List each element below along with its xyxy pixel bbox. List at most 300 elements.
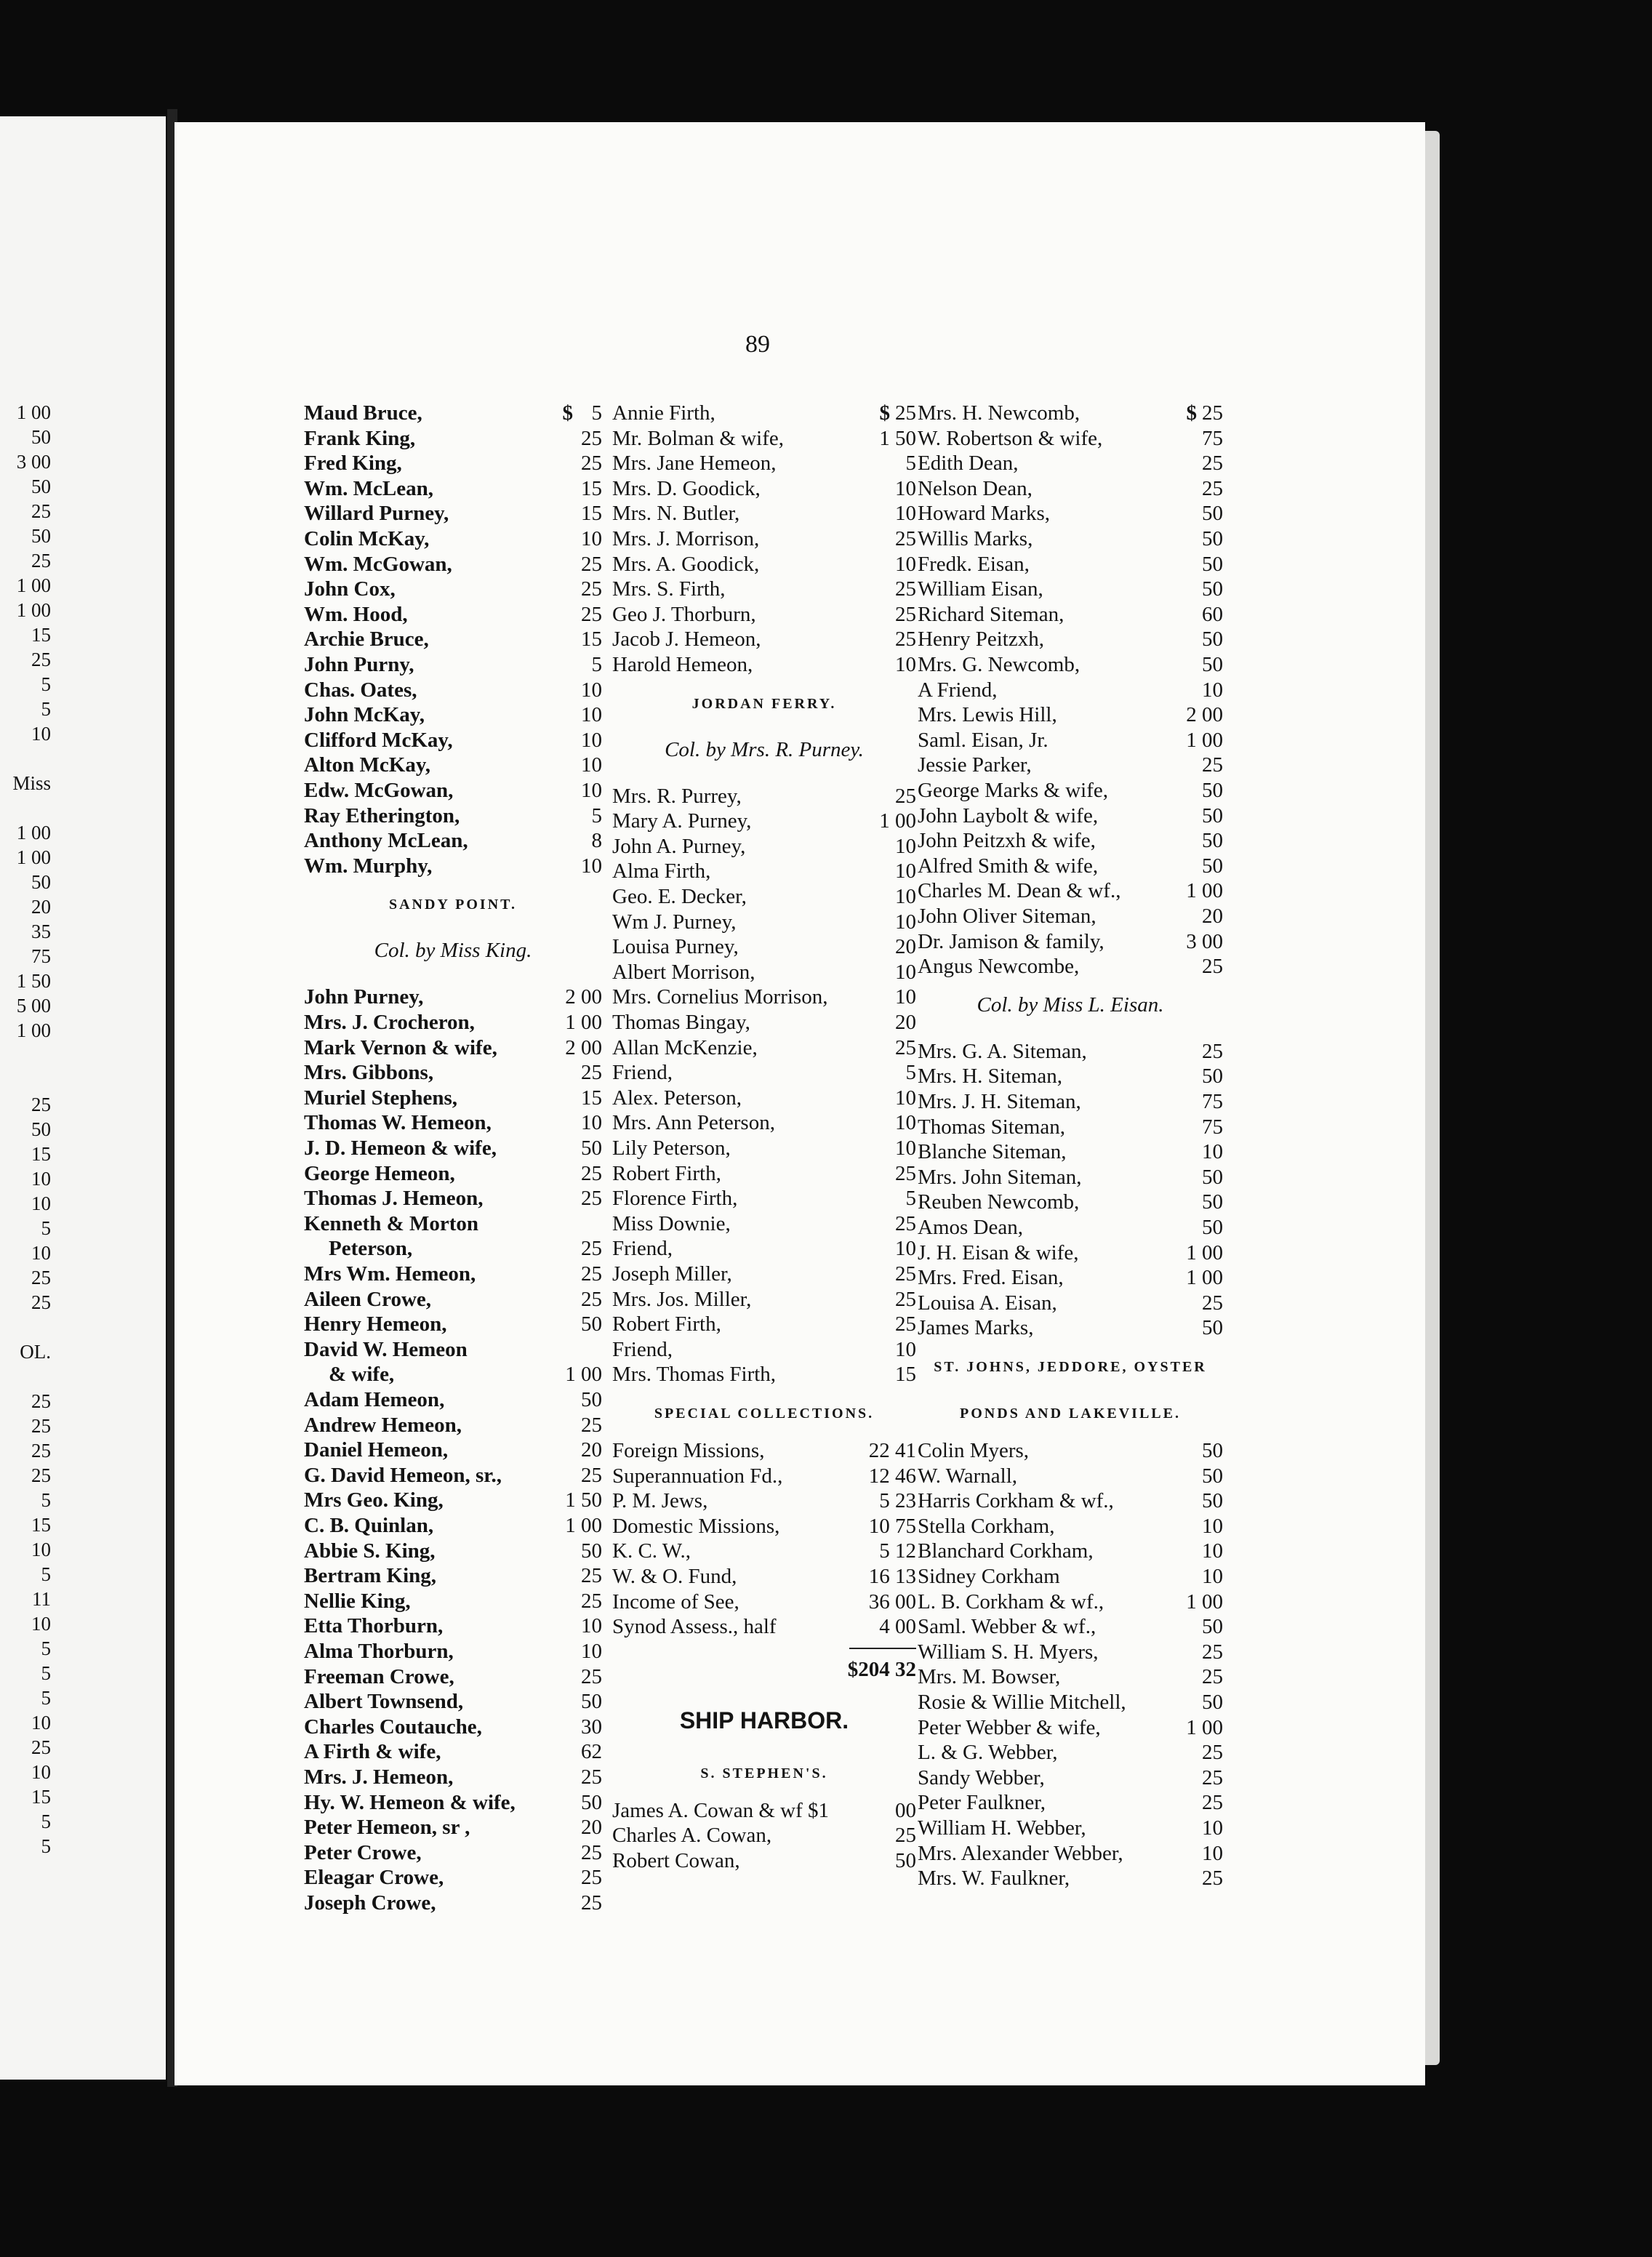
facing-page-line: 25 bbox=[31, 1440, 51, 1462]
list-item bbox=[304, 1438, 602, 1463]
list-item bbox=[918, 955, 1223, 979]
total-row bbox=[612, 1658, 916, 1683]
contributor-name: John Oliver Siteman, bbox=[918, 905, 1096, 928]
contributor-name: Domestic Missions, bbox=[612, 1514, 780, 1538]
list-item bbox=[304, 577, 602, 602]
amount: 10 bbox=[581, 854, 602, 878]
list-item bbox=[918, 779, 1223, 803]
facing-page-line: 50 bbox=[31, 476, 51, 497]
list-item bbox=[304, 729, 602, 753]
facing-page-fragment bbox=[0, 116, 166, 2080]
amount: 25 bbox=[1202, 1039, 1223, 1063]
list-item bbox=[304, 1187, 602, 1211]
amount: 25 bbox=[581, 602, 602, 626]
amount: 10 bbox=[895, 476, 916, 500]
list-item bbox=[918, 1216, 1223, 1240]
amount: 10 bbox=[1202, 1841, 1223, 1865]
contributor-name: Mrs. J. Crocheron, bbox=[304, 1011, 475, 1034]
list-item bbox=[612, 401, 916, 426]
amount: 25 bbox=[581, 552, 602, 576]
list-item bbox=[918, 1565, 1223, 1589]
contributor-name: Nelson Dean, bbox=[918, 476, 1032, 500]
amount: 10 bbox=[895, 1237, 916, 1261]
total-rule bbox=[849, 1648, 916, 1649]
amount: 25 bbox=[895, 1035, 916, 1059]
contributor-name: Louisa A. Eisan, bbox=[918, 1291, 1057, 1315]
contributor-name: John Peitzxh & wife, bbox=[918, 829, 1096, 853]
contributor-name: Freeman Crowe, bbox=[304, 1664, 454, 1688]
facing-page-line bbox=[0, 795, 51, 820]
list-item bbox=[612, 1011, 916, 1035]
contributor-name: Annie Firth, bbox=[612, 401, 715, 425]
amount: 50 bbox=[581, 1690, 602, 1714]
facing-page-line: 10 bbox=[31, 1712, 51, 1733]
list-item bbox=[304, 804, 602, 829]
list-item bbox=[304, 452, 602, 476]
contributor-name: John Purny, bbox=[304, 653, 414, 676]
amount: 50 bbox=[895, 1849, 916, 1872]
contributor-name: Thomas Bingay, bbox=[612, 1011, 750, 1034]
contributor-name: Fred King, bbox=[304, 452, 402, 476]
list-item bbox=[918, 653, 1223, 678]
list-item bbox=[918, 1115, 1223, 1140]
facing-page-line: 15 bbox=[31, 624, 51, 646]
facing-page-line: 20 bbox=[31, 896, 51, 918]
amount: 20 bbox=[895, 935, 916, 959]
list-item bbox=[918, 930, 1223, 955]
contributor-name: Stella Corkham, bbox=[918, 1514, 1055, 1538]
section-heading: JORDAN FERRY. bbox=[691, 695, 837, 712]
dollar-sign: $ bbox=[879, 401, 890, 425]
amount: 16 13 bbox=[868, 1565, 916, 1588]
list-item bbox=[304, 477, 602, 502]
amount: 50 bbox=[1202, 1190, 1223, 1214]
contributor-name: Allan McKenzie, bbox=[612, 1035, 758, 1059]
contributor-name: Alton McKay, bbox=[304, 753, 430, 777]
facing-page-line: 5 bbox=[41, 673, 51, 695]
facing-page-line: 50 bbox=[31, 871, 51, 893]
amount: 50 bbox=[1202, 1065, 1223, 1089]
list-item bbox=[612, 1439, 916, 1464]
facing-page-line: OL. bbox=[20, 1341, 51, 1363]
amount: 1 00 bbox=[565, 1363, 602, 1387]
contributor-name: Harris Corkham & wf., bbox=[918, 1489, 1114, 1513]
contributor-name: Foreign Missions, bbox=[612, 1439, 765, 1462]
contributor-name: Blanchard Corkham, bbox=[918, 1539, 1094, 1563]
amount: 10 bbox=[895, 552, 916, 576]
list-item bbox=[612, 1061, 916, 1086]
facing-page-line: 1 00 bbox=[16, 822, 51, 843]
amount: 25 bbox=[1202, 1640, 1223, 1664]
amount: 25 bbox=[1202, 1867, 1223, 1891]
amount: 50 bbox=[1202, 803, 1223, 827]
facing-page-line: 10 bbox=[31, 1761, 51, 1783]
contributor-name: Mrs. Fred. Eisan, bbox=[918, 1266, 1064, 1290]
contributor-name: Charles Coutauche, bbox=[304, 1715, 482, 1739]
list-item bbox=[304, 553, 602, 577]
contributor-name: Income of See, bbox=[612, 1589, 739, 1613]
amount: 1 00 bbox=[1186, 1715, 1223, 1739]
list-item bbox=[304, 603, 602, 628]
amount: 1 00 bbox=[565, 1514, 602, 1537]
contributor-name: Thomas W. Hemeon, bbox=[304, 1111, 492, 1135]
contributor-name: Willis Marks, bbox=[918, 527, 1033, 550]
list-item bbox=[918, 1266, 1223, 1291]
amount: 3 00 bbox=[1186, 929, 1223, 953]
amount: 25 bbox=[581, 1664, 602, 1688]
list-item bbox=[612, 527, 916, 552]
contributor-name: Charles A. Cowan, bbox=[612, 1824, 772, 1848]
facing-page-line: 5 bbox=[41, 1563, 51, 1585]
list-item bbox=[612, 1288, 916, 1312]
amount: 50 bbox=[1202, 1691, 1223, 1714]
amount: 10 bbox=[895, 653, 916, 676]
amount: 10 bbox=[895, 985, 916, 1009]
list-item bbox=[304, 1011, 602, 1035]
contributor-name: Mrs. Cornelius Morrison, bbox=[612, 985, 828, 1009]
amount: 10 bbox=[1202, 1565, 1223, 1588]
amount: 10 bbox=[895, 1136, 916, 1160]
facing-page-line bbox=[0, 1364, 51, 1389]
amount: 50 bbox=[1202, 1216, 1223, 1239]
list-item bbox=[612, 427, 916, 452]
section-heading: SANDY POINT. bbox=[388, 897, 517, 913]
facing-page-line: 5 00 bbox=[16, 995, 51, 1017]
list-item bbox=[304, 1564, 602, 1589]
amount: 10 bbox=[895, 1111, 916, 1135]
amount: 10 bbox=[581, 728, 602, 752]
contributor-name: Mrs. H. Newcomb, bbox=[918, 401, 1080, 425]
facing-page-line: 1 50 bbox=[16, 970, 51, 992]
list-item bbox=[304, 1111, 602, 1136]
list-item bbox=[612, 452, 916, 476]
contributor-name: Mrs. Lewis Hill, bbox=[918, 703, 1057, 727]
facing-page-line: 10 bbox=[31, 1539, 51, 1560]
list-item bbox=[918, 502, 1223, 526]
contributor-name: Peter Crowe, bbox=[304, 1840, 422, 1864]
contributor-name: Lily Peterson, bbox=[612, 1136, 731, 1160]
list-item bbox=[918, 1539, 1223, 1564]
list-item bbox=[918, 1716, 1223, 1741]
contributor-name: Sandy Webber, bbox=[918, 1765, 1045, 1789]
contributor-name: & wife, bbox=[329, 1363, 395, 1387]
contributor-name: Alma Thorburn, bbox=[304, 1640, 454, 1663]
list-item bbox=[304, 401, 602, 426]
amount: 10 bbox=[1202, 1816, 1223, 1840]
contributor-name: William Eisan, bbox=[918, 577, 1043, 601]
list-item bbox=[612, 1187, 916, 1211]
contributor-name: Alex. Peterson, bbox=[612, 1086, 742, 1110]
contributor-name: W. & O. Fund, bbox=[612, 1565, 737, 1588]
contributor-name: William H. Webber, bbox=[918, 1816, 1086, 1840]
amount: 5 bbox=[591, 401, 602, 425]
list-item bbox=[612, 1338, 916, 1363]
contributor-name: Kenneth & Morton bbox=[304, 1211, 479, 1235]
list-item bbox=[304, 1262, 602, 1287]
amount: 50 bbox=[1202, 779, 1223, 802]
amount: 75 bbox=[1202, 1115, 1223, 1139]
contributor-name: Muriel Stephens, bbox=[304, 1086, 458, 1110]
list-item bbox=[304, 1665, 602, 1690]
amount: 25 bbox=[895, 784, 916, 808]
amount: 25 bbox=[895, 1312, 916, 1336]
list-item bbox=[304, 779, 602, 803]
list-item bbox=[612, 502, 916, 526]
contributor-name: Edith Dean, bbox=[918, 452, 1019, 476]
contributor-name: Synod Assess., half bbox=[612, 1615, 777, 1639]
list-item bbox=[304, 1765, 602, 1790]
dollar-sign: $ bbox=[1186, 401, 1197, 425]
list-item bbox=[304, 1212, 602, 1237]
list-item bbox=[304, 1740, 602, 1765]
list-item bbox=[918, 1190, 1223, 1215]
list-item bbox=[304, 1136, 602, 1161]
contributor-name: Mrs. Ann Peterson, bbox=[612, 1111, 775, 1135]
list-item bbox=[918, 1464, 1223, 1489]
amount: 50 bbox=[1202, 502, 1223, 526]
contributor-name: P. M. Jews, bbox=[612, 1489, 708, 1513]
list-item bbox=[304, 1488, 602, 1513]
contributor-name: Thomas J. Hemeon, bbox=[304, 1187, 484, 1211]
contributor-name: J. H. Eisan & wife, bbox=[918, 1240, 1079, 1264]
contributor-name: K. C. W., bbox=[612, 1539, 691, 1563]
amount: 4 00 bbox=[879, 1615, 916, 1639]
list-item bbox=[612, 1312, 916, 1337]
amount: 15 bbox=[895, 1363, 916, 1387]
list-item bbox=[612, 628, 916, 652]
amount: 10 bbox=[895, 1086, 916, 1110]
list-item bbox=[304, 427, 602, 452]
contributor-name: Mrs. N. Butler, bbox=[612, 502, 740, 526]
contributor-name: L. B. Corkham & wf., bbox=[918, 1589, 1104, 1613]
contributor-name: Henry Hemeon, bbox=[304, 1312, 447, 1336]
contributor-name: Mrs. Alexander Webber, bbox=[918, 1841, 1123, 1865]
amount: 2 00 bbox=[565, 1035, 602, 1059]
amount: 15 bbox=[581, 476, 602, 500]
list-item bbox=[918, 1291, 1223, 1316]
facing-page-line: 50 bbox=[31, 1118, 51, 1140]
amount: 50 bbox=[1202, 1464, 1223, 1488]
amount: 1 00 bbox=[1186, 1240, 1223, 1264]
amount: 25 bbox=[581, 1564, 602, 1588]
amount: 10 bbox=[581, 703, 602, 727]
amount: 10 bbox=[581, 779, 602, 802]
contributor-name: Hy. W. Hemeon & wife, bbox=[304, 1790, 516, 1814]
amount: 50 bbox=[1202, 577, 1223, 601]
contributor-name: Friend, bbox=[612, 1337, 673, 1361]
amount: 5 bbox=[905, 1187, 916, 1211]
contributor-name: Joseph Miller, bbox=[612, 1262, 732, 1286]
amount: 10 bbox=[895, 1337, 916, 1361]
contributor-name: Mrs. Jane Hemeon, bbox=[612, 452, 777, 476]
list-item bbox=[918, 1065, 1223, 1089]
collector-line: Col. by Mrs. R. Purney. bbox=[665, 737, 864, 761]
contributor-name: Mrs. G. A. Siteman, bbox=[918, 1039, 1087, 1063]
amount: 25 bbox=[581, 577, 602, 601]
list-item bbox=[918, 1665, 1223, 1690]
amount: 10 75 bbox=[868, 1514, 916, 1538]
list-item bbox=[918, 1439, 1223, 1464]
facing-page-line: Miss bbox=[12, 772, 51, 794]
facing-page-line: 5 bbox=[41, 1637, 51, 1659]
contributor-name: Ray Etherington, bbox=[304, 803, 460, 827]
facing-page-line: 5 bbox=[41, 1835, 51, 1857]
list-item bbox=[304, 1640, 602, 1664]
list-item bbox=[612, 1489, 916, 1514]
list-item bbox=[612, 1539, 916, 1564]
facing-page-amounts bbox=[0, 400, 51, 1859]
list-item bbox=[918, 553, 1223, 577]
amount: 10 bbox=[895, 834, 916, 858]
list-item bbox=[304, 653, 602, 678]
amount: 22 41 bbox=[868, 1439, 916, 1462]
facing-page-line bbox=[0, 1067, 51, 1092]
contributor-name: Daniel Hemeon, bbox=[304, 1438, 449, 1462]
amount: 15 bbox=[581, 502, 602, 526]
amount: 25 bbox=[1202, 1741, 1223, 1765]
list-item bbox=[918, 729, 1223, 753]
contributor-name: Etta Thorburn, bbox=[304, 1614, 444, 1638]
facing-page-line: 5 bbox=[41, 1662, 51, 1684]
list-item bbox=[918, 577, 1223, 602]
contributor-name: Wm. McLean, bbox=[304, 476, 433, 500]
contributor-name: James A. Cowan & wf $1 bbox=[612, 1798, 830, 1822]
amount: 10 bbox=[895, 910, 916, 934]
contributor-name: Wm J. Purney, bbox=[612, 910, 737, 934]
amount: 20 bbox=[581, 1438, 602, 1462]
amount: 50 bbox=[1202, 1489, 1223, 1513]
list-item bbox=[612, 1363, 916, 1387]
amount: 1 00 bbox=[1186, 1266, 1223, 1290]
contributor-name: Blanche Siteman, bbox=[918, 1140, 1067, 1164]
list-item bbox=[918, 1867, 1223, 1891]
contributor-name: John Laybolt & wife, bbox=[918, 803, 1099, 827]
list-item bbox=[918, 1615, 1223, 1640]
list-item bbox=[918, 452, 1223, 476]
list-item bbox=[612, 1849, 916, 1874]
list-item bbox=[304, 1589, 602, 1614]
contributor-name: Robert Cowan, bbox=[612, 1849, 740, 1872]
amount: 60 bbox=[1202, 602, 1223, 626]
parish-heading: SHIP HARBOR. bbox=[679, 1707, 849, 1733]
amount: 1 00 bbox=[879, 809, 916, 833]
amount: 25 bbox=[581, 1589, 602, 1613]
amount: 10 bbox=[581, 527, 602, 550]
contributor-name: Louisa Purney, bbox=[612, 935, 739, 959]
contributor-name: Mrs Geo. King, bbox=[304, 1488, 444, 1512]
contributor-name: Willard Purney, bbox=[304, 502, 449, 526]
amount: 25 bbox=[1202, 452, 1223, 476]
contributor-name: W. Robertson & wife, bbox=[918, 426, 1103, 450]
amount: 5 12 bbox=[879, 1539, 916, 1563]
list-item bbox=[612, 835, 916, 859]
facing-page-line: 50 bbox=[31, 426, 51, 448]
list-item bbox=[918, 1090, 1223, 1115]
contributor-name: Clifford McKay, bbox=[304, 728, 453, 752]
list-item bbox=[918, 1040, 1223, 1065]
list-item bbox=[304, 703, 602, 728]
list-item bbox=[612, 1824, 916, 1848]
amount: 50 bbox=[1202, 1615, 1223, 1639]
facing-page-line: 3 00 bbox=[16, 451, 51, 473]
contributor-name: William S. H. Myers, bbox=[918, 1640, 1099, 1664]
amount: 25 bbox=[581, 452, 602, 476]
facing-page-line: 5 bbox=[41, 1687, 51, 1709]
list-item bbox=[918, 804, 1223, 829]
facing-page-line: 25 bbox=[31, 550, 51, 572]
contributor-name: Rosie & Willie Mitchell, bbox=[918, 1691, 1126, 1714]
collector-line: Col. by Miss King. bbox=[374, 939, 532, 963]
contributor-name: Joseph Crowe, bbox=[304, 1891, 436, 1915]
amount: 20 bbox=[581, 1816, 602, 1840]
facing-page-line: 25 bbox=[31, 1415, 51, 1437]
contributor-name: Anthony McLean, bbox=[304, 829, 468, 853]
contributor-name: Robert Firth, bbox=[612, 1161, 721, 1185]
contributor-name: Friend, bbox=[612, 1237, 673, 1261]
contributor-name: Dr. Jamison & family, bbox=[918, 929, 1104, 953]
contributor-name: Howard Marks, bbox=[918, 502, 1051, 526]
amount: 25 bbox=[1202, 753, 1223, 777]
list-item bbox=[612, 1262, 916, 1287]
amount: 50 bbox=[1202, 628, 1223, 652]
facing-page-line: 10 bbox=[31, 1192, 51, 1214]
contributor-name: Geo J. Thorburn, bbox=[612, 602, 756, 626]
amount: 50 bbox=[1202, 552, 1223, 576]
contributor-name: Saml. Eisan, Jr. bbox=[918, 728, 1048, 752]
amount: 25 bbox=[895, 1287, 916, 1311]
list-item bbox=[918, 1590, 1223, 1615]
facing-page-line: 35 bbox=[31, 921, 51, 942]
amount: 1 00 bbox=[1186, 1589, 1223, 1613]
facing-page-line: 25 bbox=[31, 1390, 51, 1412]
list-item bbox=[612, 1515, 916, 1539]
facing-page-line: 25 bbox=[31, 1291, 51, 1313]
contributor-name: David W. Hemeon bbox=[304, 1337, 468, 1361]
amount: 5 bbox=[591, 803, 602, 827]
contributor-name: Mrs. D. Goodick, bbox=[612, 476, 761, 500]
amount: 12 46 bbox=[868, 1464, 916, 1488]
list-item bbox=[918, 1166, 1223, 1190]
contributor-name: Henry Peitzxh, bbox=[918, 628, 1044, 652]
contributor-name: George Hemeon, bbox=[304, 1161, 455, 1185]
amount: 25 bbox=[895, 527, 916, 550]
contributor-name: Bertram King, bbox=[304, 1564, 437, 1588]
list-item bbox=[304, 1288, 602, 1312]
contributor-name: Mrs. John Siteman, bbox=[918, 1165, 1082, 1189]
amount: 25 bbox=[581, 1463, 602, 1487]
list-item bbox=[918, 1816, 1223, 1841]
contributor-name: Thomas Siteman, bbox=[918, 1115, 1065, 1139]
amount: 25 bbox=[1202, 401, 1223, 425]
contributor-name: Mrs. J. H. Siteman, bbox=[918, 1090, 1081, 1113]
contributor-name: Mrs. R. Purrey, bbox=[612, 784, 742, 808]
amount: 50 bbox=[1202, 527, 1223, 550]
amount: 1 00 bbox=[1186, 728, 1223, 752]
facing-page-line: 25 bbox=[31, 500, 51, 522]
list-item bbox=[612, 910, 916, 935]
amount: 50 bbox=[581, 1312, 602, 1336]
contributor-name: Mrs. A. Goodick, bbox=[612, 552, 760, 576]
contributor-name: Mrs. G. Newcomb, bbox=[918, 653, 1080, 676]
list-item bbox=[612, 577, 916, 602]
facing-page-line: 10 bbox=[31, 1613, 51, 1635]
section-heading: PONDS AND LAKEVILLE. bbox=[960, 1406, 1181, 1422]
list-item bbox=[918, 678, 1223, 703]
list-item bbox=[612, 961, 916, 985]
list-item bbox=[918, 1640, 1223, 1665]
amount: 20 bbox=[895, 1011, 916, 1034]
contributor-name: Geo. E. Decker, bbox=[612, 885, 747, 908]
